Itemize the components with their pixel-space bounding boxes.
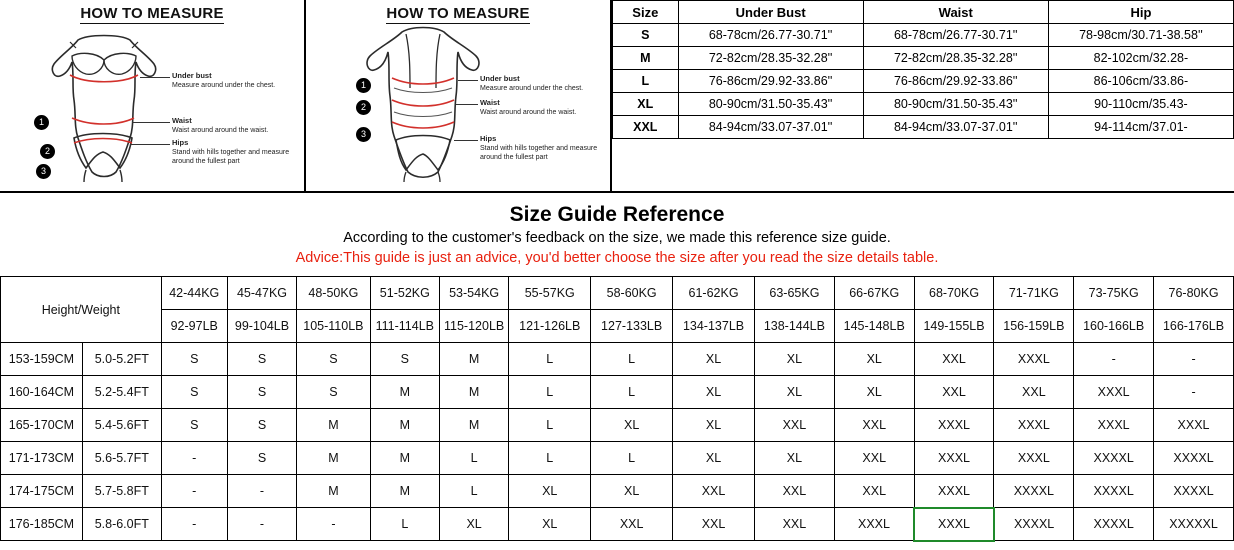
- size-recommendation-cell[interactable]: S: [161, 409, 227, 442]
- size-recommendation-cell[interactable]: XL: [673, 343, 755, 376]
- size-recommendation-cell[interactable]: XL: [755, 442, 835, 475]
- guide-table-row: [1, 475, 1234, 508]
- size-table-cell: S: [613, 24, 679, 47]
- size-table-cell: L: [613, 70, 679, 93]
- size-recommendation-cell[interactable]: M: [370, 409, 439, 442]
- callout-label-hips: Hips Stand with hills together and measure around the fullest part: [172, 138, 290, 165]
- weight-kg-header: 58-60KG: [591, 277, 673, 310]
- size-recommendation-cell[interactable]: XXXL: [914, 442, 994, 475]
- size-recommendation-cell[interactable]: XL: [509, 508, 591, 541]
- size-table-row: [613, 116, 1234, 139]
- guide-table-row: [1, 409, 1234, 442]
- size-table-row: [613, 24, 1234, 47]
- size-recommendation-cell[interactable]: M: [370, 442, 439, 475]
- weight-kg-row: [1, 277, 1234, 310]
- weight-kg-header: 76-80KG: [1154, 277, 1234, 310]
- size-table-spacer-cell: [613, 139, 679, 193]
- size-recommendation-cell[interactable]: L: [591, 376, 673, 409]
- size-recommendation-cell[interactable]: XXXXL: [994, 508, 1074, 541]
- size-recommendation-cell[interactable]: XL: [673, 376, 755, 409]
- panel-title-onepiece: HOW TO MEASURE: [386, 5, 530, 22]
- height-cm-cell: 153-159CM: [1, 343, 83, 376]
- size-table-cell: 76-86cm/29.92-33.86'': [678, 70, 863, 93]
- how-to-measure-panel-bikini: [0, 0, 306, 193]
- size-recommendation-cell[interactable]: -: [1154, 376, 1234, 409]
- top-section: [0, 0, 1234, 193]
- callout-label-under-bust: Under bust Measure around under the chest.: [172, 71, 276, 89]
- size-recommendation-cell[interactable]: XXXL: [1154, 409, 1234, 442]
- guide-header: [0, 193, 1234, 276]
- size-recommendation-cell[interactable]: XXL: [755, 409, 835, 442]
- callout-label-hips: Hips Stand with hills together and measure around the fullest part: [480, 134, 598, 161]
- size-table-row: [613, 93, 1234, 116]
- size-table-row: [613, 70, 1234, 93]
- height-cm-cell: 160-164CM: [1, 376, 83, 409]
- size-recommendation-cell[interactable]: -: [161, 475, 227, 508]
- weight-lb-header: 92-97LB: [161, 310, 227, 343]
- weight-lb-header: 160-166LB: [1074, 310, 1154, 343]
- bikini-figure: [0, 22, 304, 182]
- size-recommendation-cell[interactable]: XL: [834, 343, 914, 376]
- size-table-header-cell: Under Bust: [678, 1, 863, 24]
- size-recommendation-cell[interactable]: S: [297, 343, 371, 376]
- weight-kg-header: 68-70KG: [914, 277, 994, 310]
- size-recommendation-cell[interactable]: XXXL: [914, 475, 994, 508]
- height-ft-cell: 5.7-5.8FT: [82, 475, 161, 508]
- size-recommendation-cell[interactable]: XXXL: [994, 442, 1074, 475]
- weight-kg-header: 63-65KG: [755, 277, 835, 310]
- size-recommendation-cell[interactable]: S: [227, 376, 296, 409]
- weight-lb-header: 138-144LB: [755, 310, 835, 343]
- weight-lb-header: 111-114LB: [370, 310, 439, 343]
- size-recommendation-cell[interactable]: L: [439, 442, 508, 475]
- weight-lb-header: 134-137LB: [673, 310, 755, 343]
- size-recommendation-cell[interactable]: XL: [755, 376, 835, 409]
- lead-line-1: [140, 77, 170, 78]
- callout-label-under-bust: Under bust Measure around under the chest.: [480, 74, 584, 92]
- callout-number-3: 3: [356, 127, 371, 142]
- weight-lb-header: 149-155LB: [914, 310, 994, 343]
- size-recommendation-cell[interactable]: -: [227, 508, 296, 541]
- size-recommendation-cell[interactable]: M: [439, 343, 508, 376]
- callout-number-2: 2: [356, 100, 371, 115]
- size-recommendation-cell[interactable]: XXXL: [914, 409, 994, 442]
- size-recommendation-cell[interactable]: XXXXL: [1074, 442, 1154, 475]
- size-recommendation-cell[interactable]: M: [297, 442, 371, 475]
- size-recommendation-cell[interactable]: XXL: [755, 508, 835, 541]
- size-recommendation-cell[interactable]: XXXL: [1074, 409, 1154, 442]
- size-recommendation-cell[interactable]: XXXXL: [1154, 442, 1234, 475]
- size-recommendation-cell[interactable]: M: [297, 409, 371, 442]
- size-recommendation-cell[interactable]: -: [227, 475, 296, 508]
- size-table-cell: 84-94cm/33.07-37.01'': [863, 116, 1048, 139]
- size-recommendation-cell[interactable]: L: [370, 508, 439, 541]
- weight-kg-header: 48-50KG: [297, 277, 371, 310]
- size-table-cell: 68-78cm/26.77-30.71'': [863, 24, 1048, 47]
- size-details-table: [612, 0, 1234, 193]
- size-table-header-cell: Hip: [1048, 1, 1233, 24]
- size-guide-reference-table: [0, 276, 1234, 542]
- size-recommendation-cell[interactable]: S: [370, 343, 439, 376]
- size-recommendation-cell[interactable]: L: [509, 376, 591, 409]
- size-recommendation-cell[interactable]: S: [227, 409, 296, 442]
- weight-lb-header: 121-126LB: [509, 310, 591, 343]
- guide-advice: Advice:This guide is just an advice, you'd better choose the size after you read the size details table.: [295, 250, 939, 266]
- size-details-table-wrap: [612, 0, 1234, 193]
- weight-kg-header: 53-54KG: [439, 277, 508, 310]
- size-recommendation-cell[interactable]: XXXL: [1074, 376, 1154, 409]
- height-ft-cell: 5.6-5.7FT: [82, 442, 161, 475]
- weight-lb-header: 127-133LB: [591, 310, 673, 343]
- size-table-cell: 78-98cm/30.71-38.58'': [1048, 24, 1233, 47]
- size-recommendation-cell-selected[interactable]: XXXL: [914, 508, 994, 541]
- size-recommendation-cell[interactable]: XL: [591, 475, 673, 508]
- callout-number-3: 3: [36, 164, 51, 179]
- weight-kg-header: 42-44KG: [161, 277, 227, 310]
- callout-label-waist: Waist Waist around around the waist.: [480, 98, 577, 116]
- size-recommendation-cell[interactable]: -: [161, 508, 227, 541]
- size-table-cell: 90-110cm/35.43-: [1048, 93, 1233, 116]
- panel-title-bikini: HOW TO MEASURE: [80, 5, 224, 22]
- size-recommendation-cell[interactable]: S: [227, 343, 296, 376]
- weight-lb-row: [1, 310, 1234, 343]
- size-recommendation-cell[interactable]: XXL: [914, 343, 994, 376]
- size-recommendation-cell[interactable]: XXXXXL: [1154, 508, 1234, 541]
- size-recommendation-cell[interactable]: L: [509, 409, 591, 442]
- guide-title: Size Guide Reference: [509, 203, 725, 226]
- weight-lb-header: 99-104LB: [227, 310, 296, 343]
- size-recommendation-cell[interactable]: XXXL: [994, 343, 1074, 376]
- size-recommendation-cell[interactable]: -: [161, 442, 227, 475]
- size-recommendation-cell[interactable]: L: [591, 343, 673, 376]
- height-cm-cell: 165-170CM: [1, 409, 83, 442]
- size-recommendation-cell[interactable]: XXL: [834, 442, 914, 475]
- lead-line-2: [132, 122, 170, 123]
- size-table-spacer-row: [613, 139, 1234, 193]
- size-recommendation-cell[interactable]: -: [1074, 343, 1154, 376]
- height-cm-cell: 171-173CM: [1, 442, 83, 475]
- height-ft-cell: 5.8-6.0FT: [82, 508, 161, 541]
- callout-number-1: 1: [34, 115, 49, 130]
- weight-kg-header: 51-52KG: [370, 277, 439, 310]
- height-ft-cell: 5.0-5.2FT: [82, 343, 161, 376]
- size-table-header-cell: Waist: [863, 1, 1048, 24]
- weight-kg-header: 61-62KG: [673, 277, 755, 310]
- height-cm-cell: 176-185CM: [1, 508, 83, 541]
- guide-table-row: [1, 343, 1234, 376]
- size-recommendation-cell[interactable]: XL: [673, 409, 755, 442]
- size-table-header-row: [613, 1, 1234, 24]
- size-recommendation-cell[interactable]: XXXXL: [1074, 475, 1154, 508]
- size-recommendation-cell[interactable]: XL: [755, 343, 835, 376]
- guide-table-row: [1, 442, 1234, 475]
- size-recommendation-cell[interactable]: XXXL: [994, 409, 1074, 442]
- size-recommendation-cell[interactable]: L: [509, 442, 591, 475]
- size-recommendation-cell[interactable]: L: [509, 343, 591, 376]
- callout-label-waist: Waist Waist around around the waist.: [172, 116, 269, 134]
- size-recommendation-cell[interactable]: L: [439, 475, 508, 508]
- size-table-cell: 94-114cm/37.01-: [1048, 116, 1233, 139]
- size-table-cell: 80-90cm/31.50-35.43'': [678, 93, 863, 116]
- size-recommendation-cell[interactable]: XXL: [914, 376, 994, 409]
- size-recommendation-cell[interactable]: XL: [673, 442, 755, 475]
- size-recommendation-cell[interactable]: XXL: [834, 409, 914, 442]
- size-table-cell: 80-90cm/31.50-35.43'': [863, 93, 1048, 116]
- size-table-spacer-cell: [1048, 139, 1233, 193]
- size-recommendation-cell[interactable]: XXL: [834, 475, 914, 508]
- size-table-spacer-cell: [678, 139, 863, 193]
- size-recommendation-cell[interactable]: XL: [439, 508, 508, 541]
- one-piece-figure: [306, 22, 610, 182]
- how-to-measure-panel-onepiece: [306, 0, 612, 193]
- weight-kg-header: 45-47KG: [227, 277, 296, 310]
- height-ft-cell: 5.4-5.6FT: [82, 409, 161, 442]
- weight-kg-header: 73-75KG: [1074, 277, 1154, 310]
- size-table-cell: 76-86cm/29.92-33.86'': [863, 70, 1048, 93]
- guide-subtitle: According to the customer's feedback on the size, we made this reference size guide.: [343, 230, 891, 246]
- height-cm-cell: 174-175CM: [1, 475, 83, 508]
- weight-lb-header: 145-148LB: [834, 310, 914, 343]
- size-recommendation-cell[interactable]: S: [297, 376, 371, 409]
- size-recommendation-cell[interactable]: M: [439, 376, 508, 409]
- weight-kg-header: 71-71KG: [994, 277, 1074, 310]
- weight-kg-header: 55-57KG: [509, 277, 591, 310]
- height-ft-cell: 5.2-5.4FT: [82, 376, 161, 409]
- guide-table-row: [1, 508, 1234, 541]
- size-recommendation-cell[interactable]: XXL: [755, 475, 835, 508]
- size-recommendation-cell[interactable]: XXL: [591, 508, 673, 541]
- size-table-cell: 86-106cm/33.86-: [1048, 70, 1233, 93]
- size-recommendation-cell[interactable]: M: [297, 475, 371, 508]
- size-recommendation-cell[interactable]: M: [370, 475, 439, 508]
- size-recommendation-cell[interactable]: M: [439, 409, 508, 442]
- size-table-cell: 68-78cm/26.77-30.71'': [678, 24, 863, 47]
- weight-lb-header: 156-159LB: [994, 310, 1074, 343]
- size-table-cell: 82-102cm/32.28-: [1048, 47, 1233, 70]
- guide-table-row: [1, 376, 1234, 409]
- weight-lb-header: 166-176LB: [1154, 310, 1234, 343]
- size-table-cell: XXL: [613, 116, 679, 139]
- lead-line-2: [456, 104, 478, 105]
- size-recommendation-cell[interactable]: XXXL: [834, 508, 914, 541]
- size-table-header-cell: Size: [613, 1, 679, 24]
- size-recommendation-cell[interactable]: XXL: [994, 376, 1074, 409]
- size-table-cell: M: [613, 47, 679, 70]
- lead-line-1: [458, 80, 478, 81]
- size-recommendation-cell[interactable]: -: [1154, 343, 1234, 376]
- weight-lb-header: 105-110LB: [297, 310, 371, 343]
- size-recommendation-cell[interactable]: XL: [509, 475, 591, 508]
- size-recommendation-cell[interactable]: L: [591, 442, 673, 475]
- size-recommendation-cell[interactable]: S: [227, 442, 296, 475]
- size-recommendation-cell[interactable]: S: [161, 376, 227, 409]
- height-weight-corner-label: Height/Weight: [1, 277, 162, 343]
- size-recommendation-cell[interactable]: XXL: [673, 508, 755, 541]
- size-table-spacer-cell: [863, 139, 1048, 193]
- weight-kg-header: 66-67KG: [834, 277, 914, 310]
- lead-line-3: [130, 144, 170, 145]
- size-recommendation-cell[interactable]: -: [297, 508, 371, 541]
- size-table-cell: 72-82cm/28.35-32.28'': [678, 47, 863, 70]
- size-recommendation-cell[interactable]: M: [370, 376, 439, 409]
- size-table-row: [613, 47, 1234, 70]
- size-table-cell: XL: [613, 93, 679, 116]
- weight-lb-header: 115-120LB: [439, 310, 508, 343]
- size-table-cell: 84-94cm/33.07-37.01'': [678, 116, 863, 139]
- size-recommendation-cell[interactable]: XL: [834, 376, 914, 409]
- lead-line-3: [454, 140, 478, 141]
- size-recommendation-cell[interactable]: XL: [591, 409, 673, 442]
- callout-number-1: 1: [356, 78, 371, 93]
- size-recommendation-cell[interactable]: XXL: [673, 475, 755, 508]
- size-recommendation-cell[interactable]: S: [161, 343, 227, 376]
- size-recommendation-cell[interactable]: XXXXL: [994, 475, 1074, 508]
- size-recommendation-cell[interactable]: XXXXL: [1074, 508, 1154, 541]
- size-table-cell: 72-82cm/28.35-32.28'': [863, 47, 1048, 70]
- callout-number-2: 2: [40, 144, 55, 159]
- size-recommendation-cell[interactable]: XXXXL: [1154, 475, 1234, 508]
